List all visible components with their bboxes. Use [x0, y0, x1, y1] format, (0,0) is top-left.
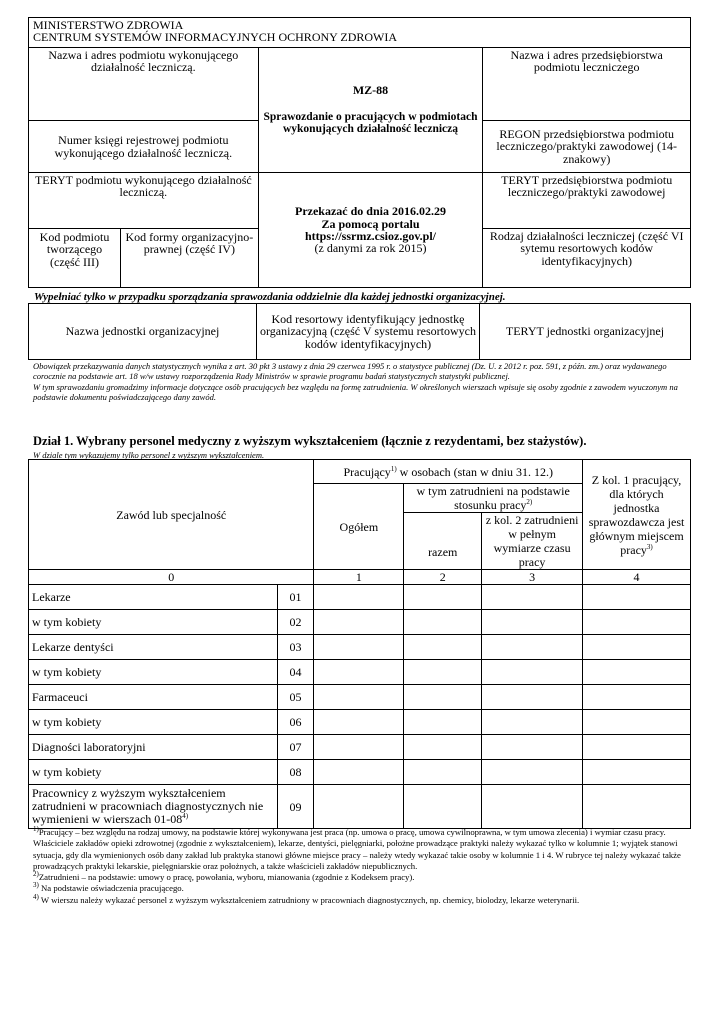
row-label: w tym kobiety: [29, 710, 278, 735]
unit-teryt-label: TERYT jednostki organizacyjnej: [480, 304, 691, 360]
table-row: [29, 685, 691, 710]
column-number: 2: [404, 570, 482, 585]
input-cell[interactable]: [314, 785, 404, 829]
input-cell[interactable]: [583, 610, 691, 635]
unit-code-label: Kod resortowy identyfikujący jednostkę organizacyjną (część V systemu resortowych kodów identyfikacyjnych): [257, 304, 480, 360]
input-cell[interactable]: [404, 785, 482, 829]
col-main-place-text: Z kol. 1 pracujący, dla których jednostka sprawozdawcza jest głównym miejscem pracy: [588, 472, 685, 557]
row-code: 05: [277, 685, 314, 710]
table-row: [29, 635, 691, 660]
entity-name-address-label: Nazwa i adres podmiotu wykonującego działalność leczniczą.: [29, 48, 259, 121]
input-cell[interactable]: [314, 635, 404, 660]
data-year: (z danymi za rok 2015): [314, 241, 427, 256]
input-cell[interactable]: [314, 585, 404, 610]
footnotes: [33, 827, 693, 906]
row-code: 07: [277, 735, 314, 760]
input-cell[interactable]: [583, 660, 691, 685]
footnote-3: [33, 883, 693, 894]
input-cell[interactable]: [482, 710, 583, 735]
row-label: w tym kobiety: [29, 610, 278, 635]
footnote-3-text: Na podstawie oświadczenia pracującego.: [38, 883, 184, 894]
col-together-header: razem: [404, 513, 482, 570]
row-code: 08: [277, 760, 314, 785]
column-numbers-row: [29, 570, 691, 585]
row-label: Diagności laboratoryjni: [29, 735, 278, 760]
deadline-text: Przekazać do dnia 2016.02.29: [295, 204, 446, 219]
input-cell[interactable]: [404, 735, 482, 760]
input-cell[interactable]: [482, 735, 583, 760]
form-title: Sprawozdanie o pracujących w podmiotach wykonujących działalność leczniczą: [263, 110, 478, 136]
input-cell[interactable]: [314, 735, 404, 760]
section1-note: W dziale tym wykazujemy tylko personel z wyższym wykształceniem.: [33, 450, 265, 460]
row-label: Farmaceuci: [29, 685, 278, 710]
input-cell[interactable]: [482, 685, 583, 710]
column-number: 0: [29, 570, 314, 585]
center-name: CENTRUM SYSTEMÓW INFORMACYJNYCH OCHRONY ZDROWIA: [33, 30, 398, 45]
portal-url[interactable]: https://ssrmz.csioz.gov.pl/: [305, 229, 436, 243]
col-total-header: Ogółem: [314, 484, 404, 570]
col-working-prefix: Pracujący: [343, 464, 391, 479]
col-fulltime-header: z kol. 2 zatrudnieni w pełnym wymiarze czasu pracy: [482, 513, 583, 570]
col-working-header: [314, 460, 583, 484]
col-main-place-header: [583, 460, 691, 570]
row-code: 09: [277, 785, 314, 829]
footnote-2-mark: 2): [33, 870, 39, 879]
portal-text: Za pomocą portalu: [321, 216, 420, 231]
unit-table: [28, 303, 691, 360]
codes-subtable: [29, 229, 258, 287]
input-cell[interactable]: [404, 760, 482, 785]
column-number: 4: [583, 570, 691, 585]
enterprise-name-address-label: Nazwa i adres przedsiębiorstwa podmiotu leczniczego: [483, 48, 691, 121]
input-cell[interactable]: [404, 610, 482, 635]
row-label: w tym kobiety: [29, 660, 278, 685]
input-cell[interactable]: [482, 785, 583, 829]
unit-section: [28, 291, 691, 360]
row-code: 04: [277, 660, 314, 685]
input-cell[interactable]: [482, 760, 583, 785]
footnote-2-text: Zatrudnieni – na podstawie: umowy o pracę, powołania, wyboru, mianowania (zgodnie z Kodeksem pracy).: [38, 872, 415, 883]
form-title-cell: [258, 48, 483, 173]
column-number: 3: [482, 570, 583, 585]
input-cell[interactable]: [583, 760, 691, 785]
row-code: 03: [277, 635, 314, 660]
row-label: [29, 785, 278, 829]
ministry-name: MINISTERSTWO ZDROWIA: [33, 18, 184, 32]
input-cell[interactable]: [482, 585, 583, 610]
input-cell[interactable]: [314, 760, 404, 785]
input-cell[interactable]: [583, 635, 691, 660]
form-code: MZ-88: [352, 83, 389, 98]
row-label-text: Pracownicy z wyższym wykształceniem zatrudnieni w pracowniach diagnostycznych nie wymienieni w wierszach 01-08: [32, 786, 264, 826]
input-cell[interactable]: [404, 685, 482, 710]
input-cell[interactable]: [482, 660, 583, 685]
table-row: [29, 610, 691, 635]
input-cell[interactable]: [404, 585, 482, 610]
input-cell[interactable]: [482, 610, 583, 635]
col-employed-text: w tym zatrudnieni na podstawie stosunku pracy: [416, 484, 570, 512]
footnote-3-mark: 3): [33, 881, 39, 890]
teryt-enterprise-label: TERYT przedsiębiorstwa podmiotu leczniczego/praktyki zawodowej: [483, 173, 691, 229]
table-row: [29, 585, 691, 610]
footnote-ref-4: 4): [182, 812, 189, 820]
col-employed-header: [404, 484, 583, 513]
footnote-1: [33, 827, 693, 872]
input-cell[interactable]: [404, 710, 482, 735]
codes-cell: [29, 229, 259, 288]
input-cell[interactable]: [583, 785, 691, 829]
table-row: [29, 760, 691, 785]
footnote-4: [33, 892, 693, 906]
table-row: [29, 660, 691, 685]
input-cell[interactable]: [583, 735, 691, 760]
col-working-suffix: w osobach (stan w dniu 31. 12.): [396, 464, 553, 479]
row-code: 06: [277, 710, 314, 735]
footnote-1-mark: 1): [33, 825, 39, 834]
footnote-4-text: W wierszu należy wykazać personel z wyższym wykształceniem zatrudniony w pracowniach diagnostycznych, np. chemicy, biolodzy, lekarze weterynarii.: [38, 894, 580, 905]
input-cell[interactable]: [583, 685, 691, 710]
footnote-2: [33, 872, 693, 883]
teryt-entity-label: TERYT podmiotu wykonującego działalność leczniczą.: [29, 173, 259, 229]
input-cell[interactable]: [314, 660, 404, 685]
row-label: Lekarze dentyści: [29, 635, 278, 660]
input-cell[interactable]: [314, 685, 404, 710]
input-cell[interactable]: [314, 710, 404, 735]
column-number: 1: [314, 570, 404, 585]
unit-section-title: Wypełniać tylko w przypadku sporządzania sprawozdania oddzielnie dla każdej jednostki organizacyjnej.: [34, 291, 506, 303]
founder-code-label: Kod podmiotu tworzącego (część III): [29, 229, 121, 287]
col-profession-header: Zawód lub specjalność: [29, 460, 314, 570]
section1-title: Dział 1. Wybrany personel medyczny z wyższym wykształceniem (łącznie z rezydentami, bez stażystów).: [33, 434, 587, 448]
footnote-4-mark: 4): [33, 892, 39, 901]
header-table: [28, 17, 691, 288]
input-cell[interactable]: [583, 585, 691, 610]
table-row: [29, 710, 691, 735]
input-cell[interactable]: [404, 660, 482, 685]
section1-table: [28, 459, 691, 829]
row-label: w tym kobiety: [29, 760, 278, 785]
row-label: Lekarze: [29, 585, 278, 610]
legal-notice-paragraph: W tym sprawozdaniu gromadzimy informacje dotyczące osób pracujących bez względu na formę zatrudnienia. W określonych wierszach wpisuje się osoby zgodnie z zawodem wyuczonym na podstawie dokumentu poświadczającego dany zawód.: [33, 381, 678, 403]
input-cell[interactable]: [482, 635, 583, 660]
input-cell[interactable]: [314, 610, 404, 635]
activity-type-label: Rodzaj działalności leczniczej (część VI sytemu resortowych kodów identyfikacyjnych): [483, 229, 691, 288]
footnote-1-text: Pracujący – bez względu na rodzaj umowy, na podstawie której wykonywana jest praca (np. umowa o pracę, umowa cywilnoprawna, w tym umowa zlecenia) i wymiar czasu pracy. Właściciele zakładów opieki zdrowotnej (zgodnie z wykształceniem), lekarze, dentyści, pielęgniarki, położne prowadzące praktyki należy wykazać tylko w kolumnie 1; wyjątek stanowi sytuacja, gdy dla wymienionych osób dany zakład lub praktyka stanowi główne miejsce pracy – należy wtedy wykazać takie osoby w kolumnie 1 i 4. W rubryce tej należy wykazać także prowadzących praktyki lekarskie, pielęgniarskie oraz położnych, a także właścicieli zakładów niepublicznych.: [33, 827, 681, 871]
input-cell[interactable]: [583, 710, 691, 735]
legal-notice: [33, 361, 693, 403]
unit-name-label: Nazwa jednostki organizacyjnej: [29, 304, 257, 360]
table-row: [29, 735, 691, 760]
footnote-ref-2: 2): [526, 498, 533, 506]
register-number-label: Numer księgi rejestrowej podmiotu wykonującego działalność leczniczą.: [29, 121, 259, 173]
input-cell[interactable]: [404, 635, 482, 660]
ministry-cell: [29, 18, 691, 48]
row-code: 02: [277, 610, 314, 635]
footnote-ref-3: 3): [646, 542, 653, 551]
row-code: 01: [277, 585, 314, 610]
footnote-ref-1: 1): [390, 464, 397, 473]
data-rows: [29, 585, 691, 785]
legal-notice-paragraph: Obowiązek przekazywania danych statystycznych wynika z art. 30 pkt 3 ustawy z dnia 29 czerwca 1995 r. o statystyce publicznej (Dz. U. z 2012 r. poz. 591, z późn. zm.) oraz wydawanego corocznie na podstawie art. 18 w/w ustawy rozporządzenia Rady Ministrów w sprawie programu badań statystycznych statystyki publicznej.: [33, 361, 667, 382]
deadline-cell: [258, 173, 483, 288]
regon-label: REGON przedsiębiorstwa podmiotu leczniczego/praktyki zawodowej (14-znakowy): [483, 121, 691, 173]
table-row: [29, 785, 691, 829]
legal-form-code-label: Kod formy organizacyjno-prawnej (część IV): [125, 230, 254, 257]
